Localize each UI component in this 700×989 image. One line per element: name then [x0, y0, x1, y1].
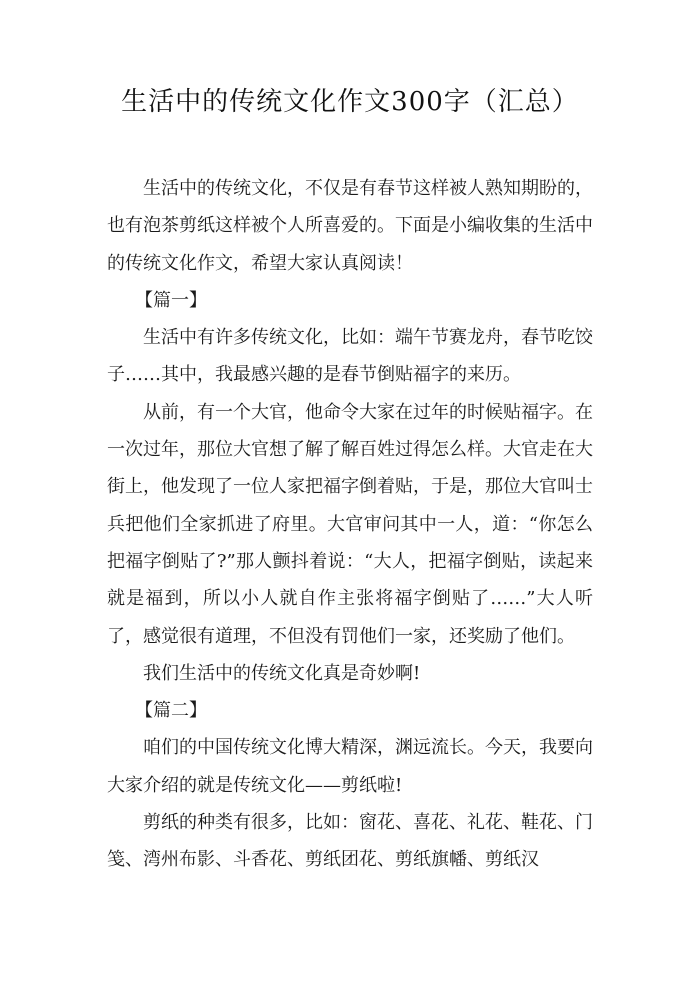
section-1-paragraph-2: 从前，有一个大官，他命令大家在过年的时候贴福字。在一次过年，那位大官想了解了解百姓过得怎么样。大官走在大街上，他发现了一位人家把福字倒着贴，于是，那位大官叫士兵把他们全家抓进了府里。大官审问其中一人，道：“你怎么把福字倒贴了?”那人颤抖着说：“大人，把福字倒贴，读起来就是福到，所以小人就自作主张将福字倒贴了……”大人听了，感觉很有道理，不但没有罚他们一家，还奖励了他们。	[107, 401, 593, 647]
section-heading-2: 【篇二】	[135, 700, 207, 722]
section-heading-1: 【篇一】	[135, 289, 207, 311]
section-1-paragraph-3: 我们生活中的传统文化真是奇妙啊!	[143, 662, 421, 684]
document-body	[107, 170, 593, 879]
section-2-paragraph-2: 剪纸的种类有很多，比如：窗花、喜花、礼花、鞋花、门笺、湾州布影、斗香花、剪纸团花、剪纸旗幡、剪纸汉	[107, 812, 593, 871]
section-2-paragraph-1: 咱们的中国传统文化博大精深，渊远流长。今天，我要向大家介绍的就是传统文化——剪纸啦!	[107, 737, 593, 796]
section-1-paragraph-1: 生活中有许多传统文化，比如：端午节赛龙舟，春节吃饺子……其中，我最感兴趣的是春节倒贴福字的来历。	[107, 327, 593, 386]
intro-paragraph: 生活中的传统文化，不仅是有春节这样被人熟知期盼的，也有泡茶剪纸这样被个人所喜爱的。下面是小编收集的生活中的传统文化作文，希望大家认真阅读！	[107, 178, 593, 274]
document-title: 生活中的传统文化作文300字（汇总）	[121, 87, 579, 117]
